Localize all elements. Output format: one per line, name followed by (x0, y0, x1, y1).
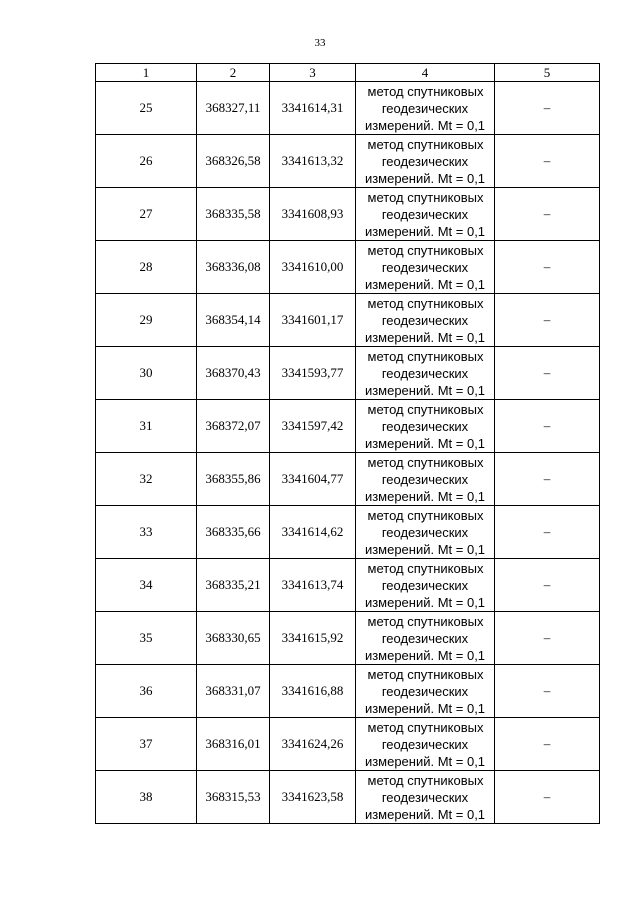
method-text-line1: метод спутниковых (367, 613, 484, 629)
point-number-cell: 30 (96, 347, 197, 400)
note-cell: – (495, 82, 600, 135)
x-coordinate-cell: 368327,11 (197, 82, 270, 135)
table-row (96, 665, 600, 718)
x-coordinate-cell: 368335,21 (197, 559, 270, 612)
method-text-line1: метод спутниковых (367, 348, 484, 364)
table-row (96, 241, 600, 294)
method-cell (356, 771, 495, 824)
y-coordinate-cell: 3341613,74 (270, 559, 356, 612)
method-cell (356, 665, 495, 718)
point-number-cell: 33 (96, 506, 197, 559)
method-text-line2: геодезических (381, 100, 469, 116)
method-text-line3: измерений. Mt = 0,1 (364, 276, 486, 292)
table-row (96, 347, 600, 400)
method-cell (356, 612, 495, 665)
table-row (96, 612, 600, 665)
method-text-line3: измерений. Mt = 0,1 (364, 435, 486, 451)
point-number-cell: 27 (96, 188, 197, 241)
method-text-line2: геодезических (381, 365, 469, 381)
table-row (96, 771, 600, 824)
method-text-line2: геодезических (381, 259, 469, 275)
note-cell: – (495, 135, 600, 188)
point-number-cell: 36 (96, 665, 197, 718)
header-row (96, 64, 600, 82)
method-text-line2: геодезических (381, 153, 469, 169)
x-coordinate-cell: 368315,53 (197, 771, 270, 824)
y-coordinate-cell: 3341613,32 (270, 135, 356, 188)
note-cell: – (495, 506, 600, 559)
method-cell (356, 135, 495, 188)
note-cell: – (495, 665, 600, 718)
x-coordinate-cell: 368330,65 (197, 612, 270, 665)
note-cell: – (495, 718, 600, 771)
point-number-cell: 37 (96, 718, 197, 771)
method-cell (356, 347, 495, 400)
x-coordinate-cell: 368335,58 (197, 188, 270, 241)
method-text-line2: геодезических (381, 524, 469, 540)
method-text-line2: геодезических (381, 736, 469, 752)
note-cell: – (495, 612, 600, 665)
y-coordinate-cell: 3341604,77 (270, 453, 356, 506)
method-text-line3: измерений. Mt = 0,1 (364, 753, 486, 769)
method-text-line3: измерений. Mt = 0,1 (364, 541, 486, 557)
method-cell (356, 400, 495, 453)
method-text-line1: метод спутниковых (367, 772, 484, 788)
x-coordinate-cell: 368372,07 (197, 400, 270, 453)
method-cell (356, 241, 495, 294)
header-col-3: 3 (270, 64, 356, 82)
method-text-line2: геодезических (381, 683, 469, 699)
y-coordinate-cell: 3341597,42 (270, 400, 356, 453)
x-coordinate-cell: 368355,86 (197, 453, 270, 506)
method-text-line2: геодезических (381, 312, 469, 328)
note-cell: – (495, 453, 600, 506)
table-row (96, 294, 600, 347)
point-number-cell: 34 (96, 559, 197, 612)
method-cell (356, 82, 495, 135)
y-coordinate-cell: 3341616,88 (270, 665, 356, 718)
method-cell (356, 559, 495, 612)
y-coordinate-cell: 3341608,93 (270, 188, 356, 241)
point-number-cell: 26 (96, 135, 197, 188)
method-text-line2: геодезических (381, 418, 469, 434)
method-text-line3: измерений. Mt = 0,1 (364, 647, 486, 663)
method-text-line3: измерений. Mt = 0,1 (364, 488, 486, 504)
note-cell: – (495, 771, 600, 824)
point-number-cell: 35 (96, 612, 197, 665)
method-text-line2: геодезических (381, 206, 469, 222)
table-row (96, 506, 600, 559)
x-coordinate-cell: 368316,01 (197, 718, 270, 771)
header-col-4: 4 (356, 64, 495, 82)
method-cell (356, 506, 495, 559)
y-coordinate-cell: 3341614,31 (270, 82, 356, 135)
method-text-line3: измерений. Mt = 0,1 (364, 700, 486, 716)
table-row (96, 400, 600, 453)
method-text-line1: метод спутниковых (367, 401, 484, 417)
table-header (96, 64, 600, 82)
note-cell: – (495, 241, 600, 294)
note-cell: – (495, 347, 600, 400)
method-cell (356, 294, 495, 347)
table-row (96, 453, 600, 506)
method-cell (356, 718, 495, 771)
coordinates-table (95, 63, 600, 824)
table-row (96, 188, 600, 241)
x-coordinate-cell: 368326,58 (197, 135, 270, 188)
header-col-2: 2 (197, 64, 270, 82)
y-coordinate-cell: 3341601,17 (270, 294, 356, 347)
method-text-line1: метод спутниковых (367, 189, 484, 205)
point-number-cell: 25 (96, 82, 197, 135)
y-coordinate-cell: 3341614,62 (270, 506, 356, 559)
method-text-line1: метод спутниковых (367, 83, 484, 99)
y-coordinate-cell: 3341610,00 (270, 241, 356, 294)
method-text-line1: метод спутниковых (367, 136, 484, 152)
table-row (96, 718, 600, 771)
y-coordinate-cell: 3341615,92 (270, 612, 356, 665)
table-body (96, 82, 600, 824)
method-cell (356, 188, 495, 241)
page-number: 33 (314, 37, 326, 49)
point-number-cell: 32 (96, 453, 197, 506)
y-coordinate-cell: 3341593,77 (270, 347, 356, 400)
method-text-line2: геодезических (381, 630, 469, 646)
y-coordinate-cell: 3341624,26 (270, 718, 356, 771)
method-text-line3: измерений. Mt = 0,1 (364, 170, 486, 186)
method-text-line2: геодезических (381, 471, 469, 487)
point-number-cell: 28 (96, 241, 197, 294)
method-text-line1: метод спутниковых (367, 295, 484, 311)
note-cell: – (495, 294, 600, 347)
point-number-cell: 31 (96, 400, 197, 453)
method-text-line3: измерений. Mt = 0,1 (364, 117, 486, 133)
method-text-line1: метод спутниковых (367, 719, 484, 735)
note-cell: – (495, 400, 600, 453)
method-text-line1: метод спутниковых (367, 507, 484, 523)
point-number-cell: 38 (96, 771, 197, 824)
note-cell: – (495, 559, 600, 612)
method-text-line2: геодезических (381, 789, 469, 805)
table-row (96, 82, 600, 135)
y-coordinate-cell: 3341623,58 (270, 771, 356, 824)
method-text-line1: метод спутниковых (367, 454, 484, 470)
method-text-line3: измерений. Mt = 0,1 (364, 223, 486, 239)
header-col-1: 1 (96, 64, 197, 82)
point-number-cell: 29 (96, 294, 197, 347)
method-text-line3: измерений. Mt = 0,1 (364, 806, 486, 822)
method-text-line2: геодезических (381, 577, 469, 593)
method-text-line1: метод спутниковых (367, 560, 484, 576)
x-coordinate-cell: 368336,08 (197, 241, 270, 294)
x-coordinate-cell: 368331,07 (197, 665, 270, 718)
method-text-line3: измерений. Mt = 0,1 (364, 382, 486, 398)
header-col-5: 5 (495, 64, 600, 82)
method-cell (356, 453, 495, 506)
method-text-line1: метод спутниковых (367, 242, 484, 258)
method-text-line1: метод спутниковых (367, 666, 484, 682)
x-coordinate-cell: 368335,66 (197, 506, 270, 559)
note-cell: – (495, 188, 600, 241)
table-row (96, 135, 600, 188)
method-text-line3: измерений. Mt = 0,1 (364, 329, 486, 345)
method-text-line3: измерений. Mt = 0,1 (364, 594, 486, 610)
x-coordinate-cell: 368354,14 (197, 294, 270, 347)
table-row (96, 559, 600, 612)
x-coordinate-cell: 368370,43 (197, 347, 270, 400)
